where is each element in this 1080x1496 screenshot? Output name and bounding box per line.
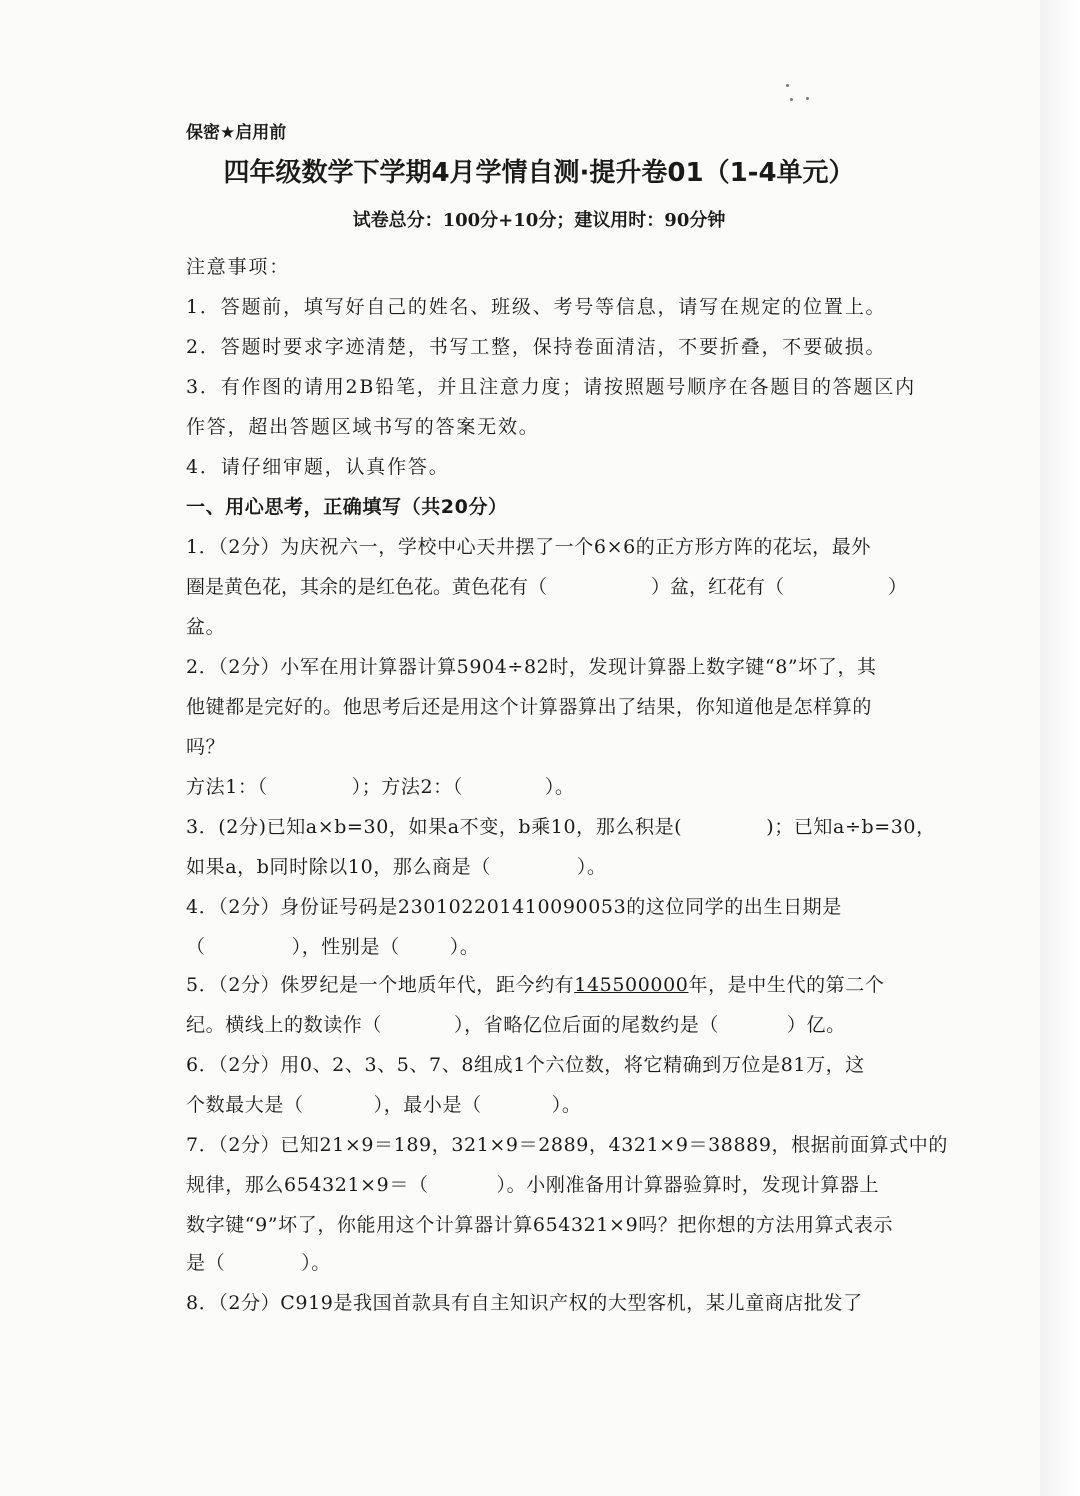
q2-text: 方法1：（	[186, 776, 268, 798]
question-2-line: 2．（2分）小军在用计算器计算5904÷82时，发现计算器上数字键“8”坏了，其	[186, 656, 877, 678]
question-1-line: 1．（2分）为庆祝六一，学校中心天井摆了一个6×6的正方形方阵的花坛，最外	[186, 536, 871, 558]
question-2-line: 他键都是完好的。他思考后还是用这个计算器算出了结果，你知道他是怎样算的	[186, 696, 873, 718]
question-2-line: 吗？	[186, 736, 226, 758]
q1-text: ）	[888, 576, 908, 598]
q5-text: ），省略亿位后面的尾数约是（	[454, 1014, 719, 1036]
question-1-line: 盆。	[186, 616, 226, 638]
question-3-line	[186, 812, 936, 839]
section-heading: 一、用心思考，正确填写（共20分）	[186, 496, 508, 518]
q4-text: ）。	[449, 936, 480, 958]
question-1-line	[186, 572, 908, 599]
q1-text: ）盆，红花有（	[651, 576, 785, 598]
question-2-line	[186, 772, 575, 799]
underlined-number: 145500000	[574, 974, 689, 996]
exam-title: 四年级数学下学期4月学情自测·提升卷01（1-4单元）	[223, 158, 855, 188]
q5-text: 年，是中生代的第二个	[688, 974, 885, 996]
question-7-line: 7．（2分）已知21×9＝189，321×9＝2889，4321×9＝38889，根据前面算式中的	[186, 1134, 948, 1156]
question-6-line	[186, 1090, 581, 1117]
question-7-line	[186, 1170, 879, 1197]
question-5-line	[186, 1010, 846, 1037]
q6-text: ），最小是（	[373, 1094, 482, 1116]
q5-text: 纪。横线上的数读作（	[186, 1014, 383, 1036]
note-item: 4．请仔细审题，认真作答。	[186, 456, 450, 478]
q6-text: ）。	[551, 1094, 582, 1116]
q3-text: ）。	[576, 856, 607, 878]
note-item: 3．有作图的请用2B铅笔，并且注意力度；请按照题号顺序在各题目的答题区内	[186, 376, 916, 398]
exam-subtitle: 试卷总分：100分+10分；建议用时：90分钟	[352, 210, 726, 231]
q4-text: ），性别是（	[291, 936, 400, 958]
q3-text: 如果a，b同时除以10，那么商是（	[186, 856, 491, 878]
question-4-line: 4．（2分）身份证号码是230102201410090053的这位同学的出生日期是	[186, 896, 842, 918]
q7-text: ）。	[301, 1252, 331, 1274]
question-4-line	[186, 932, 479, 959]
q3-text: )；已知a÷b=30，	[766, 816, 936, 838]
q3-text: 3．(2分)已知a×b=30，如果a不变，b乘10，那么积是(	[186, 816, 683, 838]
q4-text: （	[186, 936, 206, 958]
scan-specks	[786, 84, 816, 104]
q2-text: ）；方法2：（	[351, 776, 463, 798]
question-7-line	[186, 1248, 331, 1275]
page-edge	[1040, 0, 1080, 1496]
q6-text: 个数最大是（	[186, 1094, 304, 1116]
q7-text: ）。小刚准备用计算器验算时，发现计算器上	[496, 1174, 880, 1196]
q7-text: 规律，那么654321×9＝（	[186, 1174, 429, 1196]
q7-text: 是（	[186, 1252, 226, 1274]
q5-text: ）亿。	[786, 1014, 846, 1036]
q5-text: 5．（2分）侏罗纪是一个地质年代，距今约有	[186, 974, 575, 996]
question-3-line	[186, 852, 607, 879]
q1-text: 圈是黄色花，其余的是红色花。黄色花有（	[186, 576, 548, 598]
question-6-line: 6．（2分）用0、2、3、5、7、8组成1个六位数，将它精确到万位是81万，这	[186, 1054, 865, 1076]
question-5-line	[186, 970, 885, 997]
note-item: 1．答题前，填写好自己的姓名、班级、考号等信息，请写在规定的位置上。	[186, 296, 887, 318]
confidential-label: 保密★启用前	[186, 123, 287, 143]
q2-text: ）。	[544, 776, 575, 798]
note-item: 2．答题时要求字迹清楚，书写工整，保持卷面清洁，不要折叠，不要破损。	[186, 336, 887, 358]
question-7-line: 数字键“9”坏了，你能用这个计算器计算654321×9吗？把你想的方法用算式表示	[186, 1214, 894, 1236]
note-item: 作答，超出答题区域书写的答案无效。	[186, 416, 540, 438]
question-8-line: 8．（2分）C919是我国首款具有自主知识产权的大型客机，某儿童商店批发了	[186, 1292, 863, 1314]
notes-heading: 注意事项：	[186, 256, 291, 278]
